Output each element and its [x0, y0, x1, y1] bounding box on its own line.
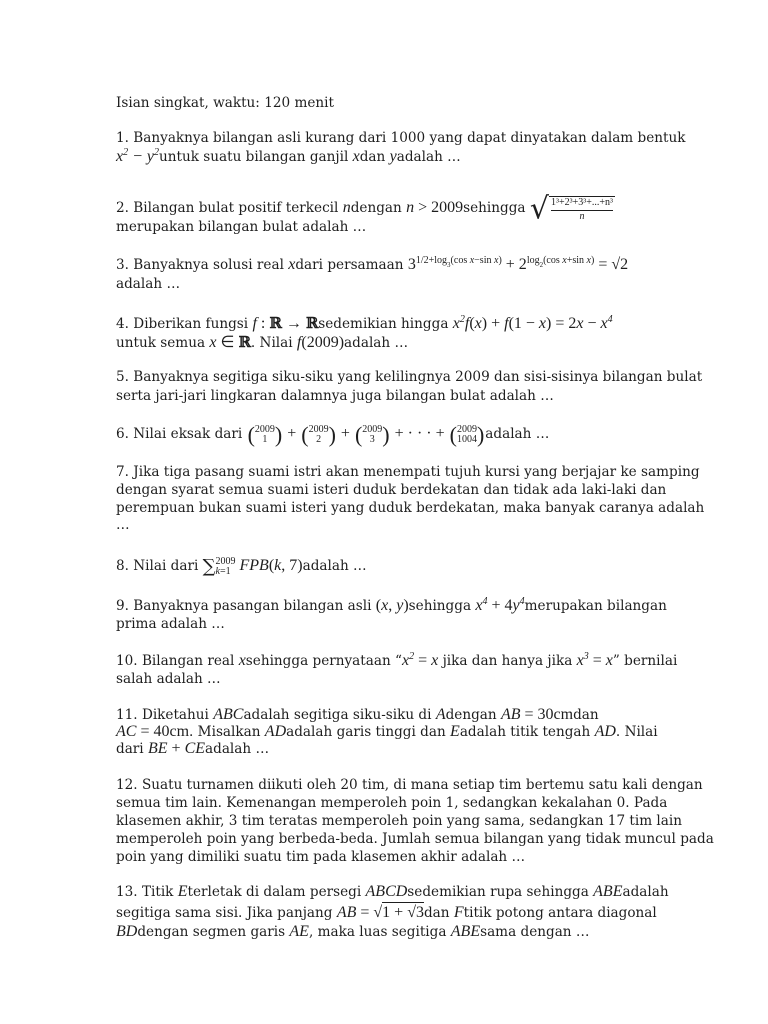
problem-5-line-2: serta jari-jari lingkaran dalamnya juga bilangan bulat adalah … — [116, 388, 554, 404]
problem-12-line-3: klasemen akhir, 3 tim teratas memperoleh poin yang sama, sedangkan 17 tim lain — [116, 813, 682, 829]
problem-9-line-1: 9. Banyaknya pasangan bilangan asli (x, y)sehingga $x^4$ + $4y^4merupakan$ bilangan — [116, 596, 667, 614]
sqrt-expression: √ $\frac{\text{1³+2³+3³+...+n³}}{n}$ — [529, 191, 614, 226]
problem-12-line-4: memperoleh poin yang berbeda-beda. Jumlah semua bilangan yang tidak muncul pada — [116, 831, 714, 847]
math-expression: f — [252, 315, 257, 332]
problem-1-line-1: 1. Banyaknya bilangan asli kurang dari 1000 yang dapat dinyatakan dalam bentuk — [116, 130, 686, 146]
problem-4-line-2: untuk semua x ∈ ℝ. Nilai f(2009)adalah … — [116, 333, 409, 351]
problem-10-line-1: 10. Bilangan real xsehingga pernyataan “$x^2 = x$ jika dan hanya jika $x^3 = x$” bernilai — [116, 651, 678, 669]
math-expression: $x^3$ — [576, 651, 589, 669]
problem-12-line-2: semua tim lain. Kemenangan memperoleh poin 1, sedangkan kekalahan 0. Pada — [116, 795, 668, 811]
problem-5-line-1: 5. Banyaknya segitiga siku-siku yang kelilingnya 2009 dan sisi-sisinya bilangan bulat — [116, 369, 703, 385]
problem-3-line-2: adalah … — [116, 276, 181, 292]
problem-10-line-2: salah adalah … — [116, 671, 221, 687]
binomial: (2009 2 ) — [301, 421, 336, 447]
page-header: Isian singkat, waktu: 120 menit — [116, 95, 334, 111]
problem-11-line-2: AC = 40cm. Misalkan ADadalah garis tinggi dan Eadalah titik tengah AD. Nilai — [116, 723, 658, 740]
problem-13-line-2: segitiga sama sisi. Jika panjang AB = √1 + √3dan Ftitik potong antara diagonal — [116, 904, 657, 921]
problem-12-line-5: poin yang dimiliki suatu tim pada klasemen akhir adalah … — [116, 849, 526, 865]
math-expression: $3^{1/2+log_3(cos x-sin x)} + 2^{log_2(cos x+sin x)} = √2$ — [407, 255, 629, 273]
problem-7-line-2: dengan syarat semua suami isteri duduk berdekatan dan tidak ada laki-laki dan — [116, 482, 667, 498]
summation-symbol: ∑ — [202, 556, 216, 577]
math-expression: $x^2 - y^2$ — [116, 147, 160, 165]
math-expression: BE — [147, 740, 168, 757]
math-expression: n — [406, 199, 415, 216]
problem-3-line-1: 3. Banyaknya solusi real xdari persamaan $3^{1/2+log_3(cos x-sin x)} + 2^{log_2(cos x+sin x)} = √2$ — [116, 255, 629, 273]
problem-7-line-4: … — [116, 517, 130, 533]
math-expression: AC — [116, 723, 137, 740]
problem-9-line-2: prima adalah … — [116, 616, 225, 632]
problem-6-line-1: 6. Nilai eksak dari (2009 1 ) + (2009 2 ) + (2009 3 ) + · · · + (2009 1004)adalah … — [116, 421, 550, 447]
math-expression: AB — [336, 904, 357, 921]
problem-11-line-1: 11. Diketahui ABCadalah segitiga siku-siku di Adengan AB = 30cmdan — [116, 706, 599, 723]
problem-7-line-1: 7. Jika tiga pasang suami istri akan menempati tujuh kursi yang berjajar ke samping — [116, 464, 700, 480]
math-expression: $x^2$ — [402, 651, 415, 669]
binomial: (2009 3 ) — [354, 421, 390, 447]
math-expression: AB — [500, 706, 521, 723]
math-expression: $x^2f$ — [452, 314, 470, 332]
problem-2-line-1: 2. Bilangan bulat positif terkecil ndengan n > 2009sehingga √ $\frac{\text{1³+2³+3³+...+n³}}{n}$ — [116, 191, 614, 226]
problem-2-line-2: merupakan bilangan bulat adalah … — [116, 219, 367, 235]
problem-8-line-1: 8. Nilai dari ∑2009 k=1 FPB(k, 7)adalah … — [116, 555, 367, 577]
math-expression: ( — [375, 597, 382, 614]
problem-11-line-3: dari BE + CEadalah … — [116, 740, 270, 757]
binomial: (2009 1004) — [449, 421, 485, 447]
problem-7-line-3: perempuan bukan suami isteri yang duduk berdekatan, maka banyak caranya adalah — [116, 500, 705, 516]
problem-13-line-1: 13. Titik Eterletak di dalam persegi ABCDsedemikian rupa sehingga ABEadalah — [116, 883, 669, 900]
math-expression: $x^4$ — [475, 596, 488, 614]
math-expression: FPB — [235, 557, 269, 574]
problem-1-line-2: $x^2$ − $y^2untuk$ suatu bilangan ganjil xdan yadalah … — [116, 147, 461, 165]
problem-13-line-3: BDdengan segmen garis AE, maka luas segitiga ABEsama dengan … — [116, 923, 590, 940]
problem-12-line-1: 12. Suatu turnamen diikuti oleh 20 tim, di mana setiap tim bertemu satu kali dengan — [116, 777, 703, 793]
binomial: (2009 1 ) — [247, 421, 283, 447]
problem-4-line-1: 4. Diberikan fungsi f : ℝ → ℝsedemikian hingga $x^2f(x) + f(1 - x) = 2x - x^4$ — [116, 314, 613, 332]
